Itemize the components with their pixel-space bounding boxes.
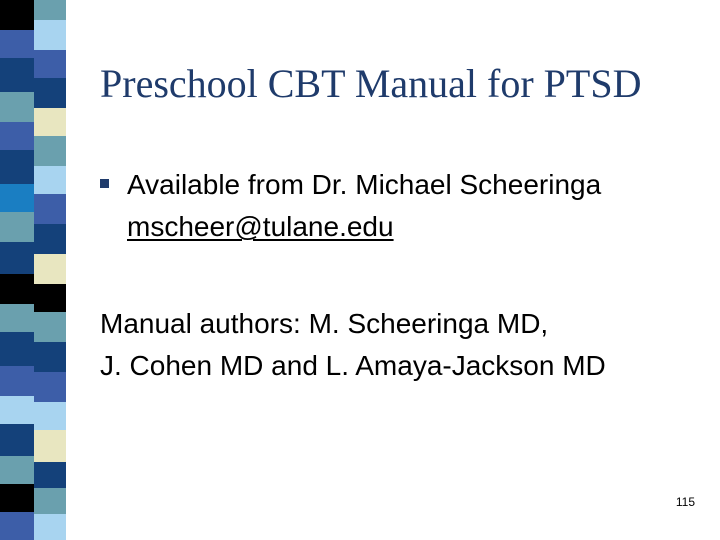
stripe-block xyxy=(0,484,34,512)
stripe-block xyxy=(0,30,34,58)
stripe-block xyxy=(0,512,34,540)
stripe-block xyxy=(34,462,66,488)
stripe-block xyxy=(34,254,66,284)
stripe-right-column xyxy=(34,0,66,540)
bullet-text xyxy=(127,164,601,248)
stripe-block xyxy=(34,166,66,194)
stripe-block xyxy=(34,284,66,312)
stripe-block xyxy=(34,20,66,50)
stripe-block xyxy=(34,194,66,224)
stripe-block xyxy=(0,184,34,212)
stripe-block xyxy=(0,122,34,150)
stripe-block xyxy=(0,212,34,242)
authors-line-1: Manual authors: M. Scheeringa MD, xyxy=(100,308,549,339)
stripe-block xyxy=(0,456,34,484)
stripe-block xyxy=(0,58,34,92)
stripe-block xyxy=(0,274,34,304)
stripe-block xyxy=(0,92,34,122)
stripe-block xyxy=(34,78,66,108)
email-link[interactable]: mscheer@tulane.edu xyxy=(127,211,394,242)
stripe-block xyxy=(0,242,34,274)
stripe-block xyxy=(0,366,34,396)
stripe-block xyxy=(34,430,66,462)
stripe-block xyxy=(34,372,66,402)
stripe-left-column xyxy=(0,0,34,540)
stripe-block xyxy=(34,514,66,540)
stripe-block xyxy=(34,108,66,136)
stripe-block xyxy=(34,136,66,166)
page-number: 115 xyxy=(675,495,695,509)
authors-line-2: J. Cohen MD and L. Amaya-Jackson MD xyxy=(100,350,606,381)
stripe-block xyxy=(0,304,34,332)
authors-paragraph xyxy=(100,303,606,387)
stripe-block xyxy=(0,396,34,424)
decorative-stripe-pattern xyxy=(0,0,66,540)
slide-title: Preschool CBT Manual for PTSD xyxy=(100,61,642,106)
stripe-block xyxy=(0,332,34,366)
stripe-block xyxy=(0,0,34,30)
stripe-block xyxy=(0,424,34,456)
stripe-block xyxy=(34,50,66,78)
stripe-block xyxy=(34,488,66,514)
stripe-block xyxy=(34,402,66,430)
stripe-block xyxy=(34,0,66,20)
stripe-block xyxy=(34,224,66,254)
stripe-block xyxy=(34,312,66,342)
bullet-line-availability: Available from Dr. Michael Scheeringa xyxy=(127,169,602,200)
stripe-block xyxy=(0,150,34,184)
square-bullet-icon xyxy=(100,179,109,188)
stripe-block xyxy=(34,342,66,372)
email-line xyxy=(127,206,601,248)
